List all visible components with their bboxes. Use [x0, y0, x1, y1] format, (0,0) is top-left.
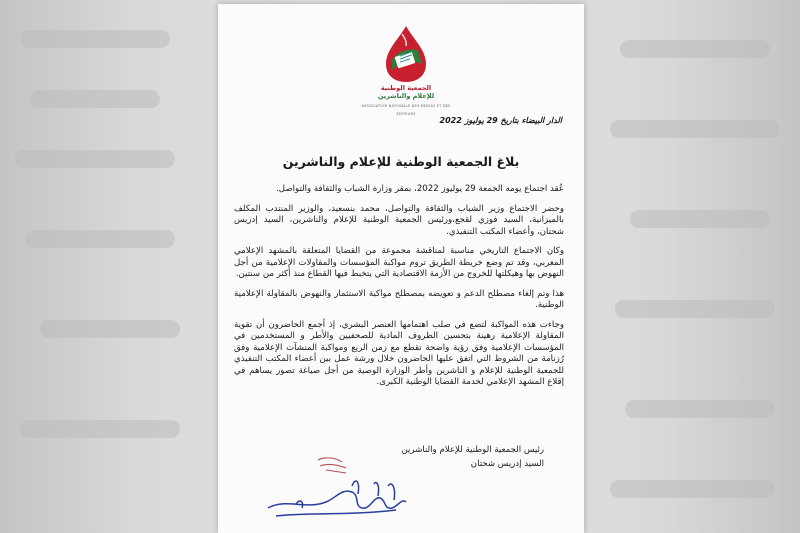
background-blur-band — [615, 300, 775, 318]
signatory-name: السيد إدريس شحتان — [470, 459, 544, 469]
association-logo-icon — [378, 24, 434, 84]
logo-name-french: ASSOCIATION NATIONALE DES MEDIAS ET DES EDITEURS — [361, 104, 451, 116]
background-blur-band — [15, 150, 175, 168]
paragraph: وجاءت هذه المواكبة لتضع في صلب اهتمامها العنصر البشري، إذ أجمع الحاضرون أن تقوية المقاولة الإعلامية رهينة بتحسين الظروف المادية للصحفيين والأطر و المستخدمين في المؤسسات الإعلامية وفق رؤية واضحة تقطع مع زمن الريع ومواكبة المنشآت الإعلامية وفق رُزنامة من الشروط التي اتفق عليها الحاضرون خلال ورشة عمل بين أعضاء المكتب التنفيذي للجمعية الوطنية للإعلام و الناشرين وأطر الوزارة الوصية من أجل صياغة تصور يساهم في إقلاع المشهد الإعلامي لخدمة القضايا الوطنية الكبرى. — [234, 319, 564, 387]
background-blur-band — [620, 40, 770, 58]
handwritten-signature-stamp — [256, 446, 426, 526]
background-blur-band — [630, 210, 770, 228]
paragraph: عُقد اجتماع يومه الجمعة 29 يوليوز 2022، بمقر وزارة الشباب والثقافة والتواصل. — [276, 184, 564, 194]
background-blur-band — [20, 30, 170, 48]
paragraph: هذا وتم إلغاء مصطلح الدعم و تعويضه بمصطلح مواكبة الاستثمار والنهوض بالمقاولة الإعلامية الوطنية. — [234, 288, 564, 310]
logo-name-line1: الجمعية الوطنية — [380, 84, 432, 92]
document-title: بلاغ الجمعية الوطنية للإعلام والناشرين — [282, 154, 520, 169]
logo-name-line2: للإعلام والناشرين — [377, 92, 435, 100]
document-body — [234, 184, 564, 397]
date-line: الدار البيضاء بتاريخ 29 يوليوز 2022 — [439, 116, 562, 125]
paragraph: وكان الاجتماع التاريخي مناسبة لمناقشة مجموعة من القضايا المتعلقة بالمشهد الإعلامي المغربي، وقد تم وضع خريطة الطريق تروم مواكبة المؤسسات والمقاولات الإعلامية من أجل النهوض بها وهيكلتها للخروج من الأزمة الاقتصادية التي يتخبط فيها القطاع منذ أكثر من سنتين. — [234, 246, 564, 279]
paragraph: وحضر الاجتماع وزير الشباب والثقافة والتواصل، محمد بنسعيد، والوزير المنتدب المكلف بالميزانية، السيد فوزي لقجع،ورئيس الجمعية الوطنية للإعلام والناشرين، السيد إدريس شحتان، وأعضاء المكتب التنفيذي. — [234, 203, 564, 237]
background-blur-band — [610, 120, 780, 138]
background-blur-band — [20, 420, 180, 438]
background-blur-band — [610, 480, 775, 498]
background-blur-band — [30, 90, 160, 108]
signatory-role: رئيس الجمعية الوطنية للإعلام والناشرين — [401, 445, 544, 455]
background-blur-band — [40, 320, 180, 338]
logo-caption — [358, 84, 454, 118]
press-release-page — [218, 4, 584, 533]
background-blur-band — [625, 400, 775, 418]
background-blur-band — [25, 230, 175, 248]
